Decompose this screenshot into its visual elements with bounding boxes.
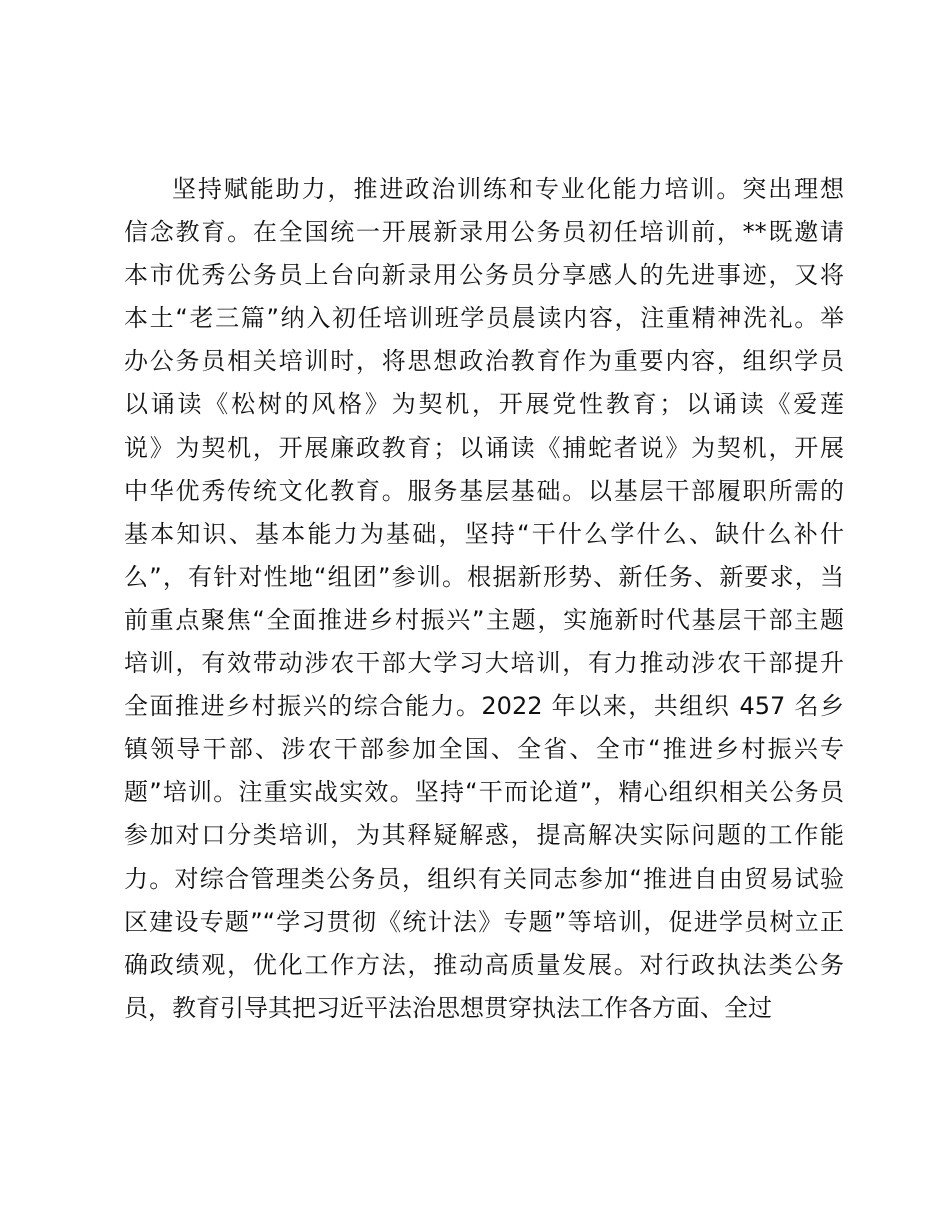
text-line: 本市优秀公务员上台向新录用公务员分享感人的先进事迹，又将 xyxy=(124,261,844,290)
text-line: 以诵读《松树的风格》为契机，开展党性教育；以诵读《爱莲 xyxy=(124,390,844,419)
text-line: 确政绩观，优化工作方法，推动高质量发展。对行政执法类公务 xyxy=(124,950,844,979)
text-line: 前重点聚焦“全面推进乡村振兴”主题，实施新时代基层干部主题 xyxy=(124,605,844,634)
text-line: 参加对口分类培训，为其释疑解惑，提高解决实际问题的工作能 xyxy=(124,821,844,850)
text-line: 中华优秀传统文化教育。服务基层基础。以基层干部履职所需的 xyxy=(124,476,844,505)
text-line: 本土“老三篇”纳入初任培训班学员晨读内容，注重精神洗礼。举 xyxy=(124,304,844,333)
text-line: 题”培训。注重实战实效。坚持“干而论道”，精心组织相关公务员 xyxy=(124,778,844,807)
text-line: 区建设专题”“学习贯彻《统计法》专题”等培训，促进学员树立正 xyxy=(124,907,844,936)
body-paragraph xyxy=(124,168,844,1030)
text-line: 员，教育引导其把习近平法治思想贯穿执法工作各方面、全过 xyxy=(124,993,772,1022)
text-line: 说》为契机，开展廉政教育；以诵读《捕蛇者说》为契机，开展 xyxy=(124,433,844,462)
text-line: 全面推进乡村振兴的综合能力。2022 年以来，共组织 457 名乡 xyxy=(124,692,844,721)
text-line: 培训，有效带动涉农干部大学习大培训，有力推动涉农干部提升 xyxy=(124,649,844,678)
text-line: 基本知识、基本能力为基础，坚持“干什么学什么、缺什么补什 xyxy=(124,519,844,548)
text-line: 力。对综合管理类公务员，组织有关同志参加“推进自由贸易试验 xyxy=(124,864,844,893)
text-line: 办公务员相关培训时，将思想政治教育作为重要内容，组织学员 xyxy=(124,347,844,376)
text-line: 镇领导干部、涉农干部参加全国、全省、全市“推进乡村振兴专 xyxy=(124,735,844,764)
text-line: 坚持赋能助力，推进政治训练和专业化能力培训。突出理想 xyxy=(172,175,844,203)
text-line: 么”，有针对性地“组团”参训。根据新形势、新任务、新要求，当 xyxy=(124,562,844,591)
text-line: 信念教育。在全国统一开展新录用公务员初任培训前，**既邀请 xyxy=(124,218,844,247)
